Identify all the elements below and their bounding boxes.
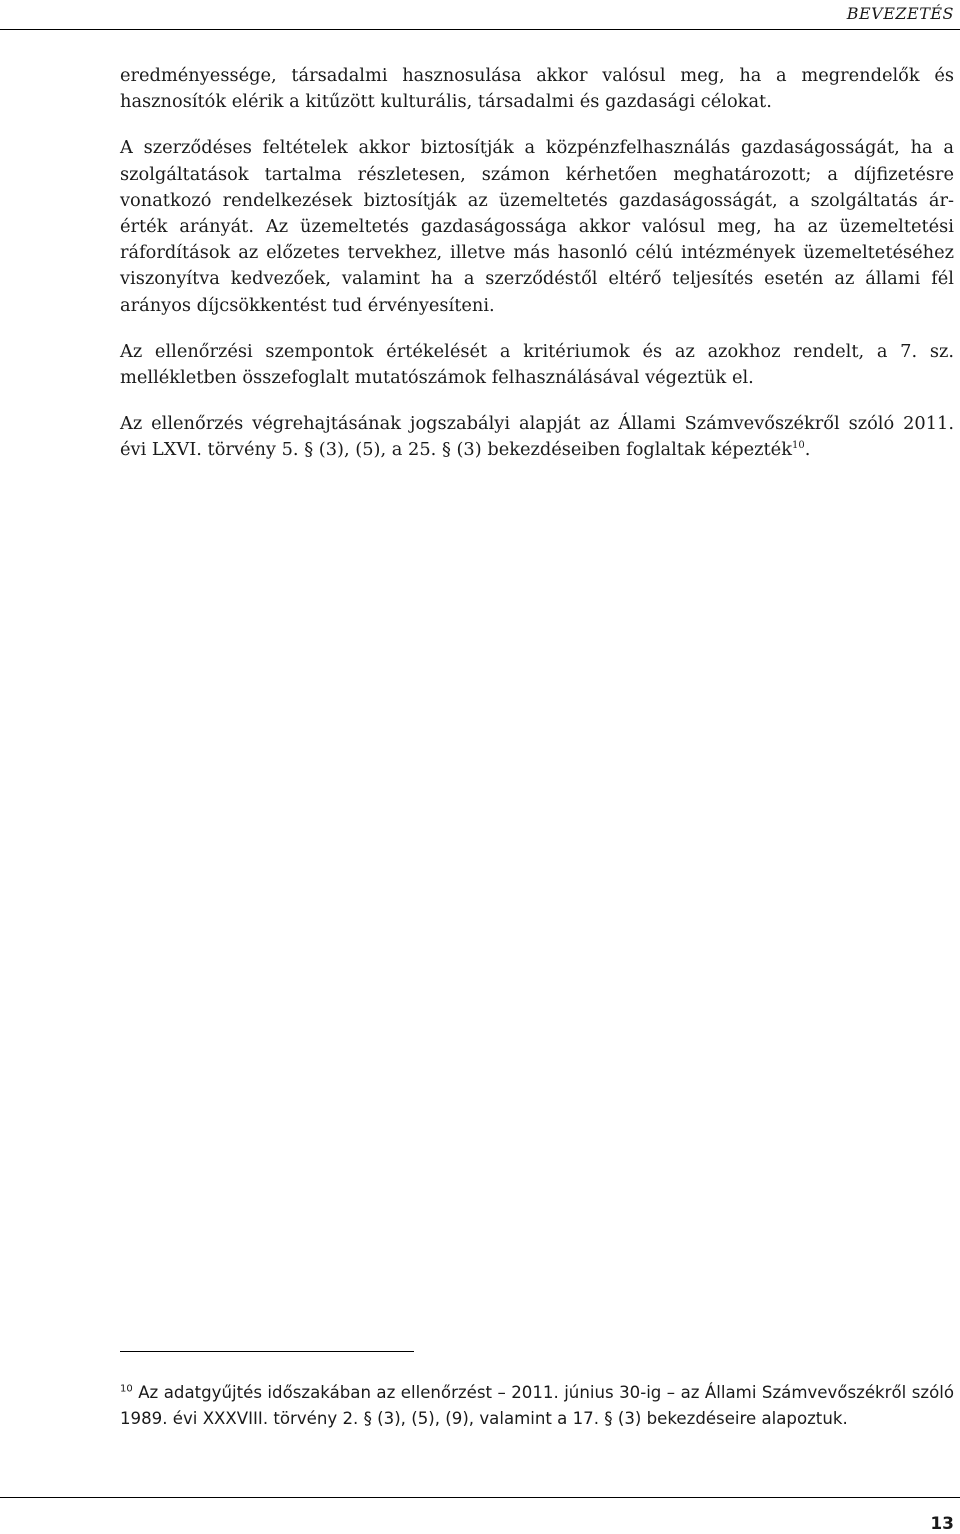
paragraph — [120, 411, 954, 463]
body-text — [120, 63, 954, 484]
footer-divider — [0, 1497, 960, 1498]
page-number: 13 — [930, 1514, 954, 1534]
paragraph — [120, 135, 954, 318]
footnote-divider — [120, 1351, 414, 1352]
footnote — [120, 1380, 954, 1432]
paragraph-text: Az ellenőrzési szempontok értékelését a kritériumok és az azokhoz rendelt, a 7. sz. mellékletben összefoglalt mutatószámok felhasználásával végeztük el. — [120, 340, 954, 389]
paragraph — [120, 63, 954, 115]
paragraph-text-end: . — [804, 439, 811, 461]
footnote-reference[interactable]: 10 — [791, 440, 805, 452]
paragraph — [120, 339, 954, 391]
paragraph-text: Az ellenőrzés végrehajtásának jogszabályi alapját az Állami Számvevőszékről szóló 2011. évi LXVI. törvény 5. § (3), (5), a 25. § (3) bekezdéseiben foglaltak képezték — [120, 413, 954, 461]
section-title: BEVEZETÉS — [846, 4, 954, 23]
header-divider — [0, 29, 960, 30]
paragraph-text: eredményessége, társadalmi hasznosulása akkor valósul meg, ha a megrendelők és hasznosítók elérik a kitűzött kulturális, társadalmi és gazdasági célokat. — [120, 65, 954, 113]
paragraph-text: A szerződéses feltételek akkor biztosítják a közpénzfelhasználás gazdaságosságát, ha a szolgáltatások tartalma részletesen, számon kérhetően meghatározott; a díjfizetésre vonatkozó rendelkezések biztosítják az üzemeltetés gazdaságosságát, a szolgáltatás ár-érték arányát. Az üzemeltetés gazdaságossága akkor valósul meg, ha az üzemeltetési ráfordítások az előzetes tervekhez, illetve más hasonló célú intézmények üzemeltetéséhez viszonyítva kedvezőek, valamint ha a szerződéstől eltérő teljesítés esetén az állami fél arányos díjcsökkentést tud érvényesíteni. — [120, 137, 954, 316]
footnote-number: 10 — [120, 1383, 133, 1395]
footnote-text: Az adatgyűjtés időszakában az ellenőrzést – 2011. június 30-ig – az Állami Számvevőszékről szóló 1989. évi XXXVIII. törvény 2. § (3), (5), (9), valamint a 17. § (3) bekezdéseire alapoztuk. — [120, 1383, 954, 1428]
